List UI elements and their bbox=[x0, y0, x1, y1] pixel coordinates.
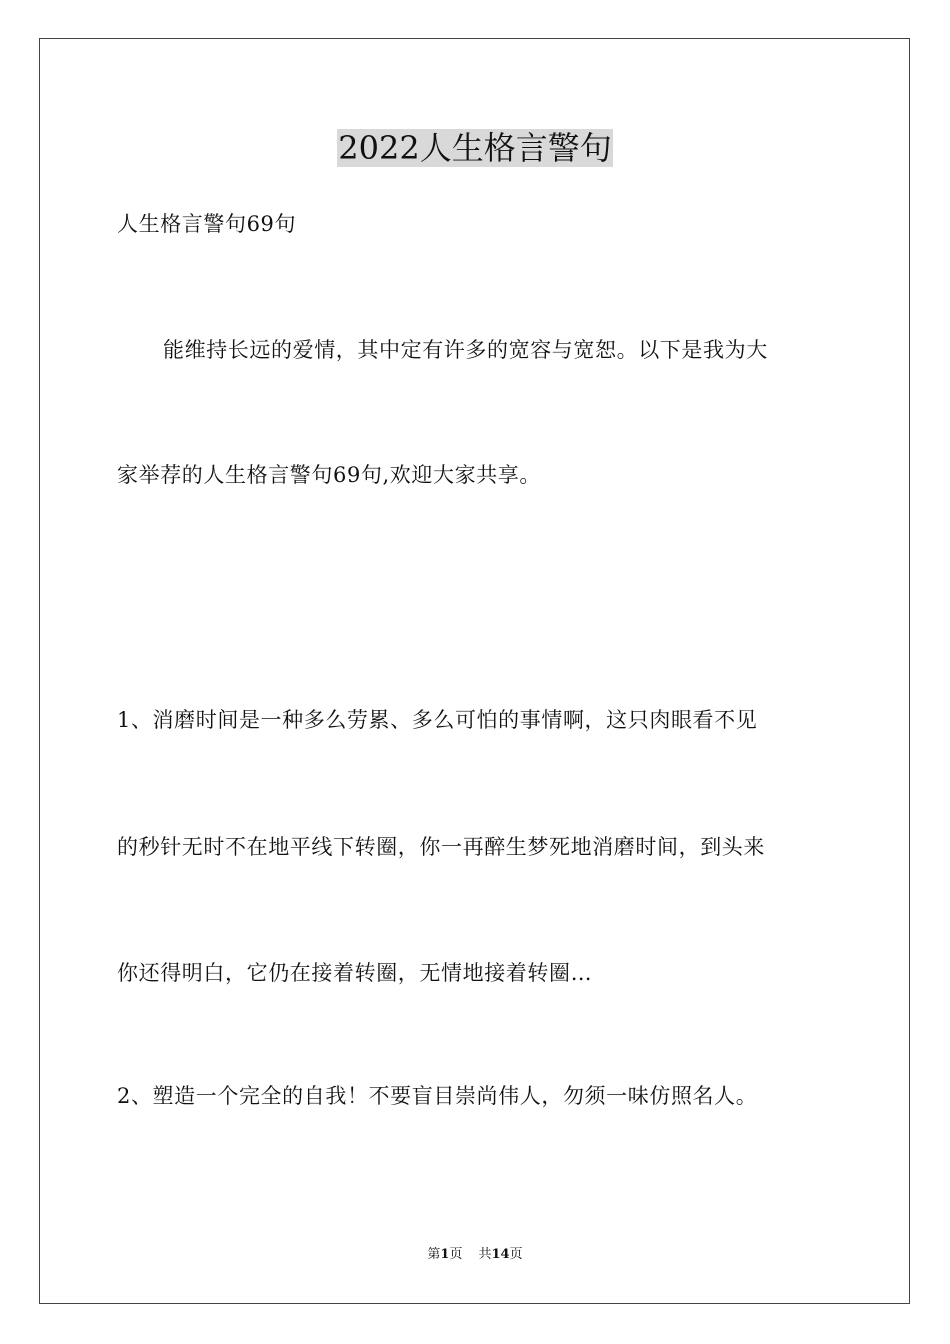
footer-total-prefix: 共 bbox=[478, 1247, 492, 1262]
footer-page-number: 1 bbox=[440, 1247, 450, 1262]
item-1-line-2: 的秒针无时不在地平线下转圈，你一再醉生梦死地消磨时间，到头来 bbox=[117, 835, 765, 859]
document-subtitle: 人生格言警句69句 bbox=[117, 212, 297, 236]
document-title-text: 2022人生格言警句 bbox=[338, 129, 612, 167]
footer-page-suffix: 页 bbox=[449, 1247, 463, 1262]
footer-total-suffix: 页 bbox=[509, 1247, 523, 1262]
item-1-line-3: 你还得明白，它仍在接着转圈，无情地接着转圈… bbox=[117, 961, 593, 985]
item-1-line-1: 1、消磨时间是一种多么劳累、多么可怕的事情啊，这只肉眼看不见 bbox=[117, 708, 758, 732]
footer-total-pages: 14 bbox=[491, 1247, 510, 1262]
document-title bbox=[0, 124, 950, 172]
intro-line-2: 家举荐的人生格言警句69句,欢迎大家共享。 bbox=[117, 463, 541, 487]
footer-page-prefix: 第 bbox=[427, 1247, 441, 1262]
intro-line-1: 能维持长远的爱情，其中定有许多的宽容与宽恕。以下是我为大 bbox=[163, 338, 768, 362]
page-footer bbox=[0, 1246, 950, 1264]
item-2-line-1: 2、塑造一个完全的自我！不要盲目崇尚伟人，勿须一味仿照名人。 bbox=[117, 1084, 758, 1108]
